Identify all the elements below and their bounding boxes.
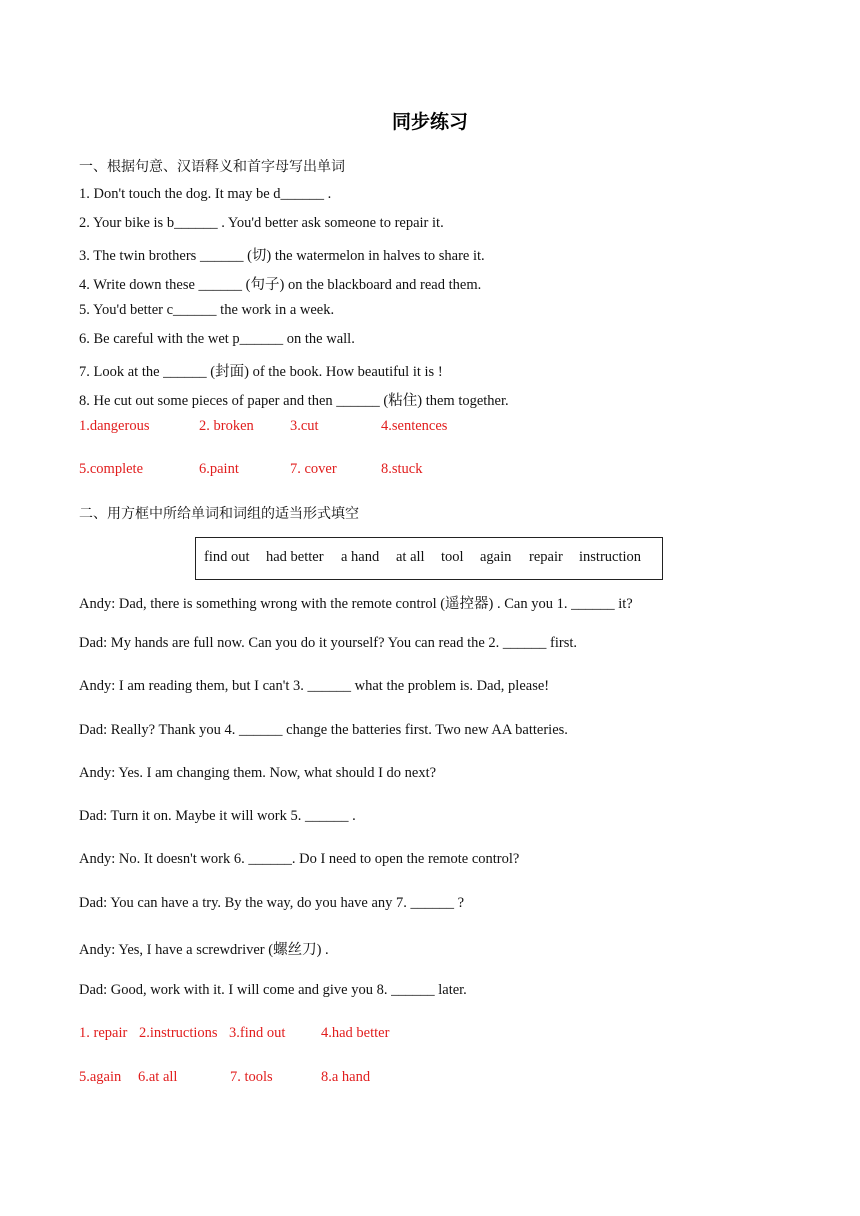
answer-1-2: 2. broken	[199, 418, 254, 434]
dialogue-line-9: Andy: Yes, I have a screwdriver (螺丝刀) .	[79, 942, 329, 958]
section-2-heading: 二、用方框中所给单词和词组的适当形式填空	[79, 506, 359, 522]
answer-2-2: 2.instructions	[139, 1025, 218, 1041]
dialogue-line-10: Dad: Good, work with it. I will come and give you 8. ______ later.	[79, 982, 467, 998]
dialogue-line-5: Andy: Yes. I am changing them. Now, what should I do next?	[79, 765, 437, 781]
dialogue-line-3: Andy: I am reading them, but I can't 3. ______ what the problem is. Dad, please!	[79, 678, 550, 694]
exercise-item-6: 6. Be careful with the wet p______ on the wall.	[79, 331, 355, 347]
answer-1-5: 5.complete	[79, 461, 144, 477]
word-box-item: at all	[396, 549, 425, 565]
exercise-item-7: 7. Look at the ______ (封面) of the book. How beautiful it is !	[79, 364, 443, 380]
dialogue-line-1: Andy: Dad, there is something wrong with the remote control (遥控器) . Can you 1. ______ it?	[79, 596, 633, 612]
word-box-item: repair	[529, 549, 563, 565]
answer-2-5: 5.again	[79, 1069, 122, 1085]
word-box-item: find out	[204, 549, 250, 565]
answer-2-8: 8.a hand	[321, 1069, 371, 1085]
exercise-item-5: 5. You'd better c______ the work in a week.	[79, 302, 335, 318]
word-box-item: a hand	[341, 549, 380, 565]
answer-1-4: 4.sentences	[381, 418, 448, 434]
answer-2-7: 7. tools	[230, 1069, 273, 1085]
dialogue-line-8: Dad: You can have a try. By the way, do you have any 7. ______ ?	[79, 895, 465, 911]
exercise-item-3: 3. The twin brothers ______ (切) the watermelon in halves to share it.	[79, 248, 485, 264]
dialogue-line-2: Dad: My hands are full now. Can you do it yourself? You can read the 2. ______ first.	[79, 635, 578, 651]
answer-1-3: 3.cut	[290, 418, 319, 434]
answer-1-8: 8.stuck	[381, 461, 423, 477]
word-box-item: tool	[441, 549, 464, 565]
answer-1-1: 1.dangerous	[79, 418, 150, 434]
exercise-item-1: 1. Don't touch the dog. It may be d______ .	[79, 186, 332, 202]
dialogue-line-6: Dad: Turn it on. Maybe it will work 5. ______ .	[79, 808, 356, 824]
exercise-item-8: 8. He cut out some pieces of paper and then ______ (粘住) them together.	[79, 393, 509, 409]
word-box	[195, 537, 663, 580]
word-box-item: again	[480, 549, 512, 565]
answer-1-6: 6.paint	[199, 461, 239, 477]
word-box-item: had better	[266, 549, 324, 565]
exercise-item-2: 2. Your bike is b______ . You'd better ask someone to repair it.	[79, 215, 444, 231]
answer-2-6: 6.at all	[138, 1069, 178, 1085]
dialogue-line-4: Dad: Really? Thank you 4. ______ change the batteries first. Two new AA batteries.	[79, 722, 568, 738]
exercise-item-4: 4. Write down these ______ (句子) on the blackboard and read them.	[79, 277, 482, 293]
answer-2-4: 4.had better	[321, 1025, 390, 1041]
dialogue-line-7: Andy: No. It doesn't work 6. ______. Do I need to open the remote control?	[79, 851, 520, 867]
answer-1-7: 7. cover	[290, 461, 337, 477]
page-title: 同步练习	[391, 111, 468, 133]
section-1-heading: 一、根据句意、汉语释义和首字母写出单词	[79, 159, 345, 175]
word-box-item: instruction	[579, 549, 642, 565]
answer-2-1: 1. repair	[79, 1025, 128, 1041]
answer-2-3: 3.find out	[229, 1025, 286, 1041]
